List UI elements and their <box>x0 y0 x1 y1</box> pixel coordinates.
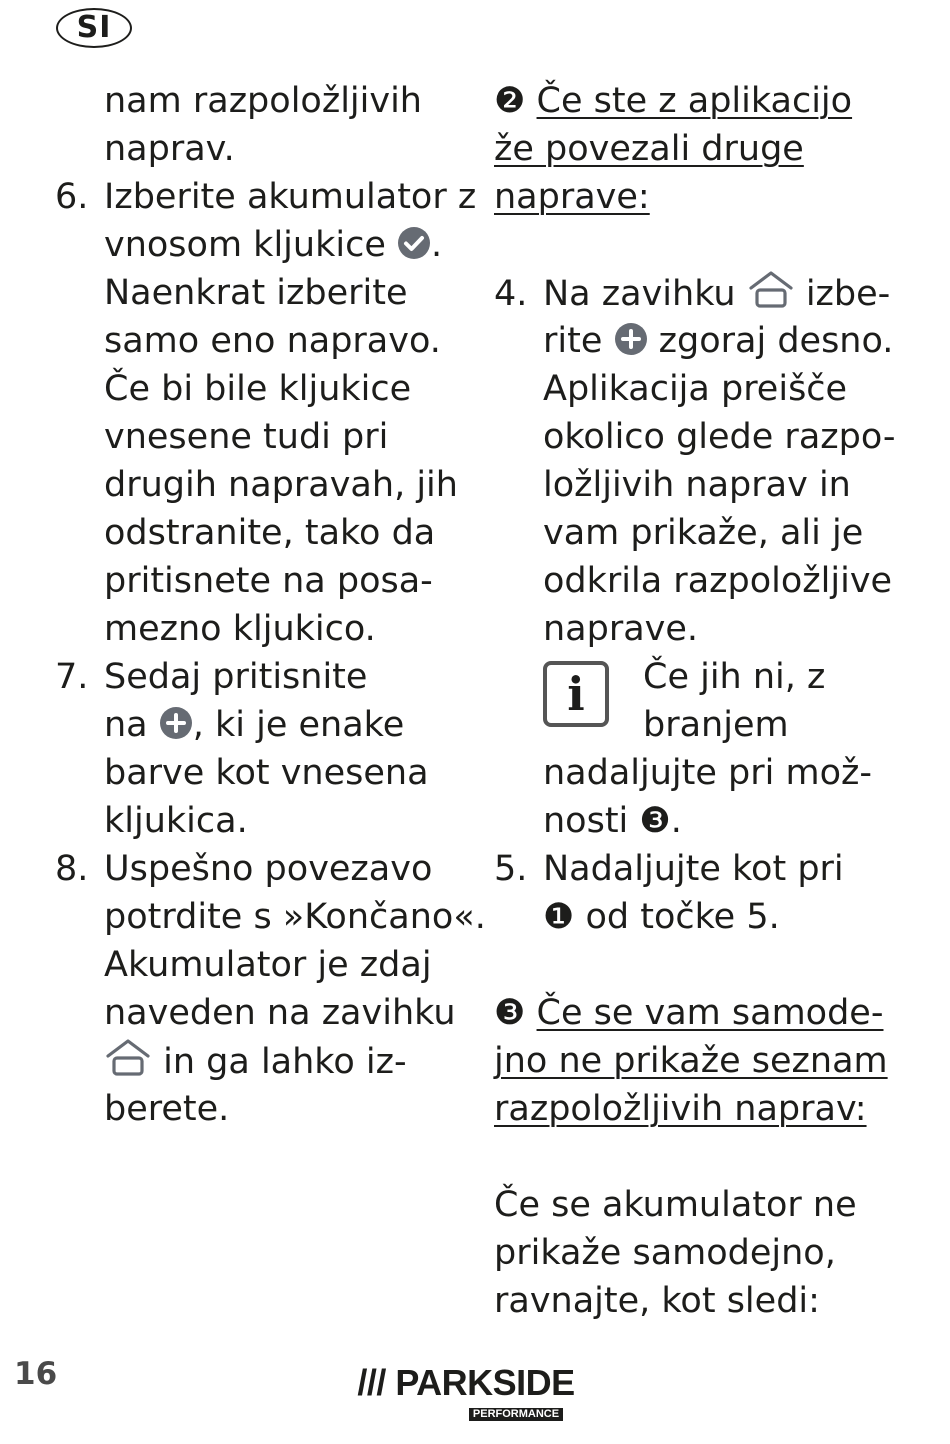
step-text: Na zavihku <box>543 274 747 314</box>
brand-subtitle: PERFORMANCE <box>469 1408 563 1421</box>
step-text: na <box>104 705 159 745</box>
step-text: mezno kljukico. <box>104 609 376 649</box>
step-text: vnosom kljukice <box>104 225 397 265</box>
step-text: Naenkrat izberite <box>104 273 408 313</box>
left-column <box>55 77 486 1133</box>
paragraph <box>494 1181 904 1325</box>
step-number: 7. <box>55 657 89 697</box>
home-tab-icon <box>104 1037 152 1090</box>
heading-text: jno ne prikaže seznam <box>494 1041 888 1081</box>
step-text: Če bi bile kljukice <box>104 369 412 409</box>
step-text: naveden na zavihku <box>104 993 456 1033</box>
brand-name: /// PARKSIDE <box>357 1362 575 1403</box>
step-number: 5. <box>494 849 528 889</box>
spacer <box>494 1133 904 1181</box>
info-text: nadaljujte pri mož- <box>543 753 872 793</box>
step-4 <box>494 269 904 653</box>
paragraph-text: ravnajte, kot sledi: <box>494 1281 820 1321</box>
step-text: rite <box>543 321 614 361</box>
info-text: nosti <box>543 801 640 841</box>
language-badge: SI <box>56 8 132 48</box>
heading-text: razpoložljivih naprav: <box>494 1089 867 1129</box>
step-text: barve kot vnesena <box>104 753 429 793</box>
step-text: in ga lahko iz- <box>152 1042 407 1082</box>
step-text: odkrila razpoložljive <box>543 561 893 601</box>
spacer <box>494 941 904 989</box>
step-6 <box>55 173 477 653</box>
step-text: , ki je enake <box>192 705 405 745</box>
step-5 <box>494 845 904 941</box>
check-circle-icon <box>397 225 431 273</box>
step-text: . <box>430 225 443 265</box>
info-text: . <box>670 801 682 841</box>
step-text: Aplikacija preišče <box>543 369 848 409</box>
step-7 <box>55 653 465 845</box>
step-text: berete. <box>104 1089 230 1129</box>
step-text: odstranite, tako da <box>104 513 436 553</box>
step-text: naprave. <box>543 609 699 649</box>
marker-3: ❸ <box>639 801 671 841</box>
info-icon: i <box>543 661 609 727</box>
paragraph-text: Če se akumulator ne <box>494 1185 857 1225</box>
step-text: okolico glede razpo- <box>543 417 896 457</box>
step-text: samo eno napravo. <box>104 321 441 361</box>
step-text: Akumulator je zdaj <box>104 945 432 985</box>
heading-text: naprave: <box>494 177 650 217</box>
step-text: zgoraj desno. <box>647 321 894 361</box>
marker-3: ❸ <box>494 993 526 1033</box>
step-text: pritisnete na posa- <box>104 561 433 601</box>
step-text: ložljivih naprav in <box>543 465 851 505</box>
marker-2: ❷ <box>494 81 526 121</box>
section-2-heading <box>494 77 904 221</box>
heading-text: že povezali druge <box>494 129 804 169</box>
step-number: 6. <box>55 177 89 217</box>
spacer <box>494 221 904 269</box>
paragraph-text: prikaže samodejno, <box>494 1233 836 1273</box>
step-text: potrdite s »Končano«. <box>104 897 486 937</box>
plus-circle-icon <box>614 321 648 369</box>
info-text: Če jih ni, z <box>643 657 826 697</box>
right-column <box>494 77 904 1325</box>
step-text: Nadaljujte kot pri <box>543 849 844 889</box>
section-3-heading <box>494 989 904 1133</box>
step-text: drugih napravah, jih <box>104 465 458 505</box>
step-8 <box>55 845 486 1133</box>
step-text: kljukica. <box>104 801 248 841</box>
heading-text: Če ste z aplikacijo <box>536 81 853 121</box>
step-text: od točke 5. <box>574 897 780 937</box>
step-text: Izberite akumulator z <box>104 177 477 217</box>
heading-text: Če se vam samode- <box>536 993 884 1033</box>
continued-text: nam razpoložljivih <box>104 81 422 121</box>
brand-logo <box>356 1364 576 1424</box>
step-text: Uspešno povezavo <box>104 849 433 889</box>
continued-text: naprav. <box>104 129 235 169</box>
plus-circle-icon <box>159 705 193 753</box>
step-text: vam prikaže, ali je <box>543 513 864 553</box>
marker-1: ❶ <box>543 897 575 937</box>
home-tab-icon <box>747 269 795 322</box>
step-text: izbe- <box>794 274 891 314</box>
step-text: Sedaj pritisnite <box>104 657 368 697</box>
step-text: vnesene tudi pri <box>104 417 389 457</box>
page-number: 16 <box>14 1356 58 1392</box>
step-number: 8. <box>55 849 89 889</box>
info-note <box>494 653 904 845</box>
info-text: branjem <box>643 705 789 745</box>
step-number: 4. <box>494 274 528 314</box>
